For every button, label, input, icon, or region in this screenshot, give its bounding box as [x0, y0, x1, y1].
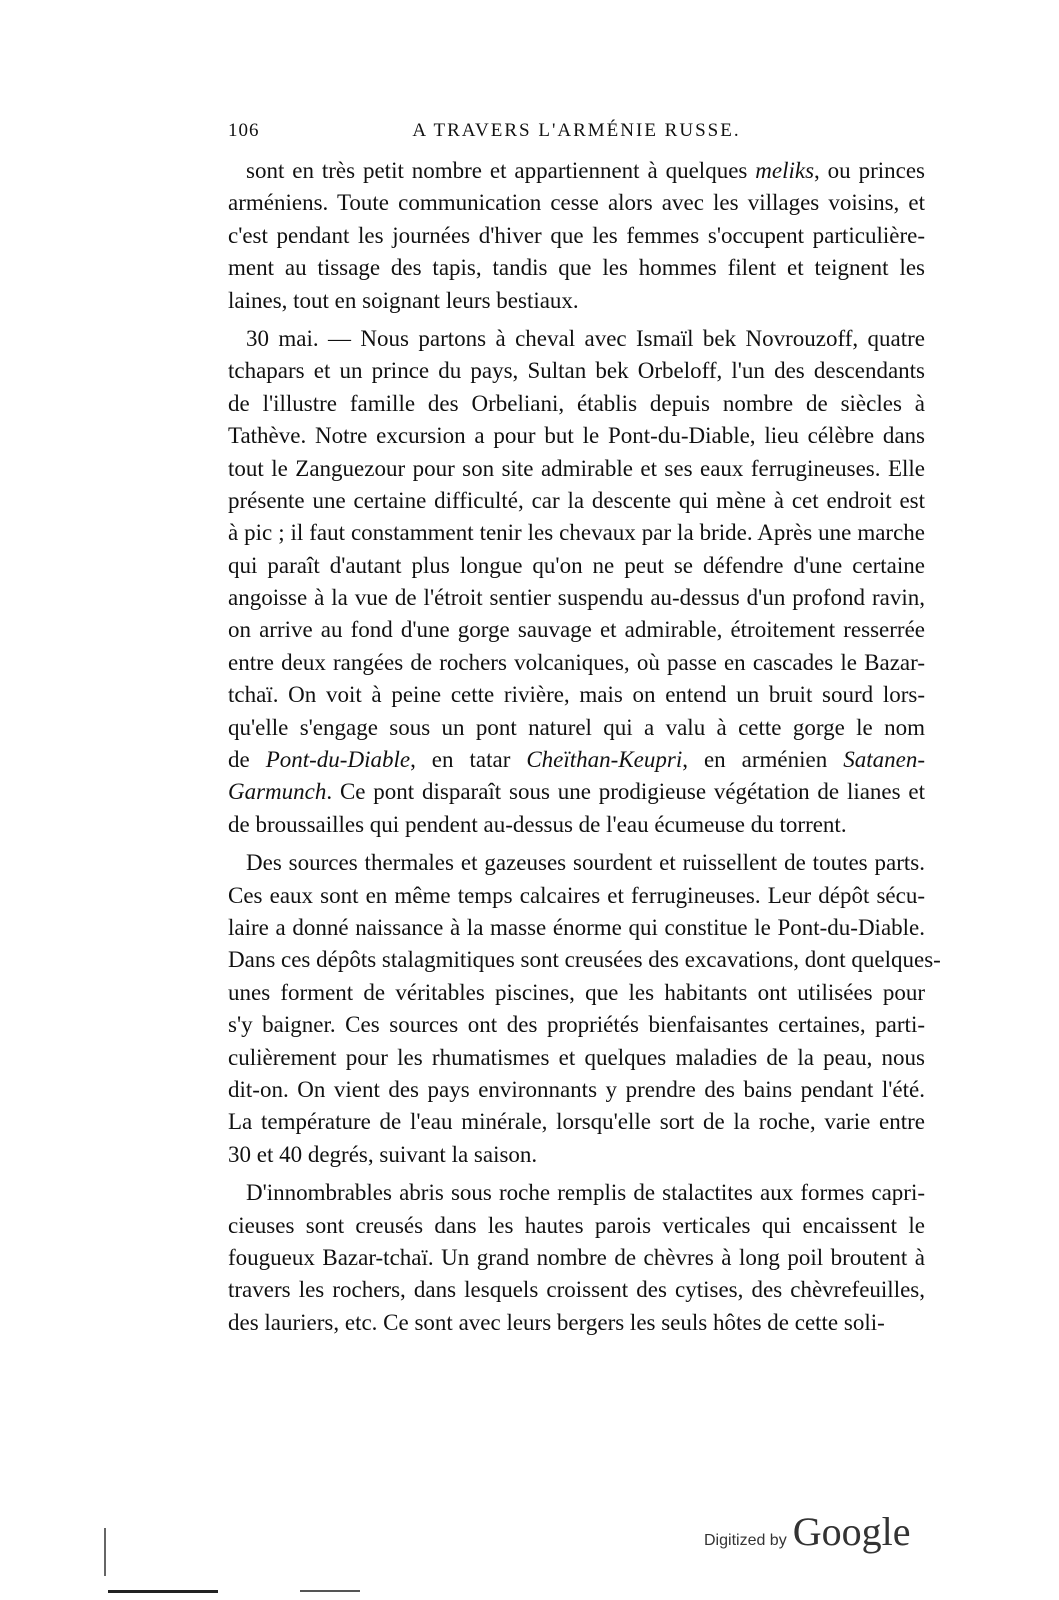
page-header — [228, 120, 925, 150]
paragraph — [228, 1177, 925, 1339]
text-line: Tathève. Notre excursion a pour but le Pont-du-Diable, lieu célèbre dans — [228, 423, 925, 449]
text-line: dit-on. On vient des pays environnants y prendre des bains pendant l'été. — [228, 1076, 925, 1102]
watermark-prefix: Digitized by — [704, 1532, 787, 1549]
text-line: arméniens. Toute communication cesse alors avec les villages voisins, et — [228, 190, 925, 216]
text-line: tchapars et un prince du pays, Sultan bek Orbeloff, l'un des descendants — [228, 358, 925, 384]
paragraph — [228, 155, 925, 317]
text-line: travers les rochers, dans lesquels croissent des cytises, des chèvrefeuilles, — [228, 1277, 925, 1303]
text-line: tchaï. On voit à peine cette rivière, mais on entend un bruit sourd lors- — [228, 682, 925, 708]
text-line: des lauriers, etc. Ce sont avec leurs bergers les seuls hôtes de cette soli- — [228, 1309, 885, 1335]
page-number: 106 — [228, 120, 260, 141]
text-line: Des sources thermales et gazeuses sourdent et ruissellent de toutes parts. — [246, 850, 925, 876]
text-line: unes forment de véritables piscines, que les habitants ont utilisées pour — [228, 979, 925, 1005]
text-line: La température de l'eau minérale, lorsqu'elle sort de la roche, varie entre — [228, 1109, 925, 1135]
text-line: laire a donné naissance à la masse énorme qui constitue le Pont-du-Diable. — [228, 914, 925, 940]
text-line: présente une certaine difficulté, car la descente qui mène à cet endroit est — [228, 487, 925, 513]
scan-artifact-line — [300, 1590, 360, 1592]
running-title: A TRAVERS L'ARMÉNIE RUSSE. — [412, 120, 741, 141]
text-line: 30 mai. — Nous partons à cheval avec Ismaïl bek Novrouzoff, quatre — [246, 325, 925, 351]
text-line: de l'illustre famille des Orbeliani, établis depuis nombre de siècles à — [228, 390, 925, 416]
text-line: Dans ces dépôts stalagmitiques sont creusées des excavations, dont quelques- — [228, 947, 941, 973]
paragraph — [228, 847, 941, 1171]
text-line: tout le Zanguezour pour son site admirable et ses eaux ferrugineuses. Elle — [228, 455, 925, 481]
paragraph — [228, 323, 925, 841]
text-line: entre deux rangées de rochers volcaniques, où passe en cascades le Bazar- — [228, 649, 925, 675]
text-line: ment au tissage des tapis, tandis que les hommes filent et teignent les — [228, 255, 925, 281]
scan-artifact-line — [108, 1590, 218, 1593]
body-text — [228, 155, 941, 1339]
text-line: culièrement pour les rhumatismes et quelques maladies de la peau, nous — [228, 1044, 925, 1070]
digitized-by-google-watermark — [704, 1508, 934, 1568]
text-line: on arrive au fond d'une gorge sauvage et admirable, étroitement resserrée — [228, 617, 925, 643]
text-line: D'innombrables abris sous roche remplis de stalactites aux formes capri- — [246, 1180, 925, 1206]
text-line: fougueux Bazar-tchaï. Un grand nombre de chèvres à long poil broutent à — [228, 1244, 925, 1270]
text-line: c'est pendant les journées d'hiver que les femmes s'occupent particulière- — [228, 222, 925, 248]
text-line: de broussailles qui pendent au-dessus de l'eau écumeuse du torrent. — [228, 811, 847, 837]
text-line: sont en très petit nombre et appartiennent à quelques meliks, ou princes — [246, 158, 926, 183]
text-line: 30 et 40 degrés, suivant la saison. — [228, 1141, 538, 1167]
text-line: de Pont-du-Diable, en tatar Cheïthan-Keupri, en arménien Satanen- — [228, 747, 925, 773]
text-line: qui paraît d'autant plus longue qu'on ne peut se défendre d'une certaine — [228, 552, 925, 578]
text-line: qu'elle s'engage sous un pont naturel qui a valu à cette gorge le nom — [228, 714, 925, 740]
scan-artifact-mark — [104, 1528, 106, 1576]
text-line: angoisse à la vue de l'étroit sentier suspendu au-dessus d'un profond ravin, — [228, 585, 925, 611]
text-line: Garmunch. Ce pont disparaît sous une prodigieuse végétation de lianes et — [228, 779, 925, 805]
text-line: laines, tout en soignant leurs bestiaux. — [228, 287, 579, 313]
text-line: à pic ; il faut constamment tenir les chevaux par la bride. Après une marche — [228, 520, 925, 546]
text-line: s'y baigner. Ces sources ont des propriétés bienfaisantes certaines, parti- — [228, 1012, 925, 1038]
text-line: Ces eaux sont en même temps calcaires et ferrugineuses. Leur dépôt sécu- — [228, 882, 925, 908]
text-line: cieuses sont creusés dans les hautes parois verticales qui encaissent le — [228, 1212, 925, 1238]
watermark-brand: Google — [792, 1509, 911, 1554]
